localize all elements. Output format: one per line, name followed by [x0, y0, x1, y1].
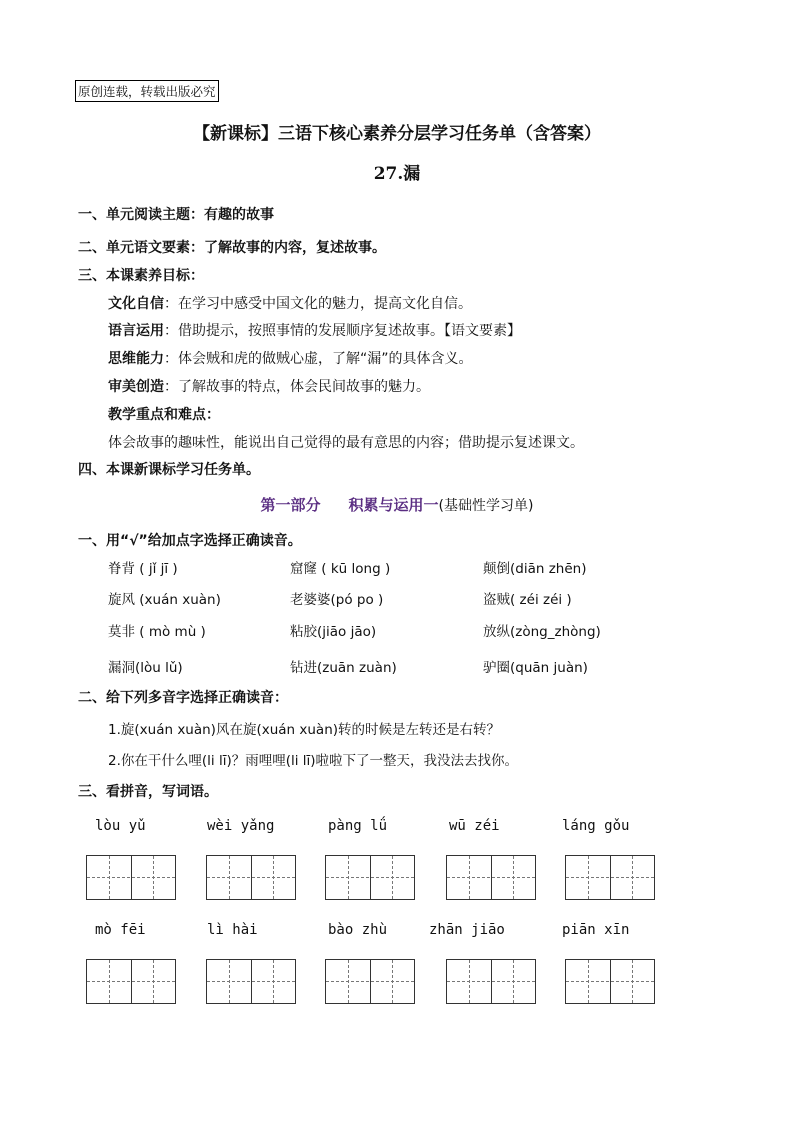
q1-item[interactable]: 漏洞(lòu lǔ): [108, 660, 183, 676]
writing-grid[interactable]: [325, 855, 415, 900]
part-one-header: [0, 494, 794, 515]
section-goals-heading: 三、本课素养目标：: [78, 268, 204, 284]
pinyin-prompt: pàng lǘ: [328, 818, 388, 834]
goal-thinking-ability: 思维能力：体会贼和虎的做贼心虚，了解“漏”的具体含义。: [108, 351, 473, 367]
writing-grid[interactable]: [325, 959, 415, 1004]
key-points-text: 体会故事的趣味性，能说出自己觉得的最有意思的内容；借助提示复述课文。: [108, 435, 584, 451]
q1-item[interactable]: 脊背 ( jǐ jī ): [108, 561, 178, 577]
writing-grid[interactable]: [86, 959, 176, 1004]
writing-grid[interactable]: [206, 855, 296, 900]
pinyin-prompt: wū zéi: [449, 818, 500, 834]
part-number: 第一部分: [260, 496, 321, 514]
goal-language-use: 语言运用：借助提示，按照事情的发展顺序复述故事。【语文要素】: [108, 323, 521, 339]
q1-item[interactable]: 钻进(zuān zuàn): [290, 660, 397, 676]
pinyin-prompt: wèi yǎng: [207, 818, 275, 834]
writing-grid[interactable]: [86, 855, 176, 900]
pinyin-prompt: zhān jiāo: [429, 922, 505, 938]
pinyin-prompt: láng gǒu: [562, 818, 630, 834]
q1-item[interactable]: 盗贼( zéi zéi ): [483, 592, 572, 608]
q1-heading: 一、用“√”给加点字选择正确读音。: [78, 533, 302, 549]
q2-heading: 二、给下列多音字选择正确读音：: [78, 690, 288, 706]
writing-grid[interactable]: [446, 959, 536, 1004]
key-points-label: 教学重点和难点：: [108, 407, 220, 423]
lesson-title: 27.漏: [373, 164, 421, 184]
q2-sentence-1[interactable]: 1.旋(xuán xuàn)风在旋(xuán xuàn)转的时候是左转还是右转？: [108, 722, 501, 738]
pinyin-prompt: lì hài: [207, 922, 258, 938]
q1-item[interactable]: 颠倒(diān zhēn): [483, 561, 587, 577]
q1-item[interactable]: 驴圈(quān juàn): [483, 660, 588, 676]
writing-grid[interactable]: [565, 959, 655, 1004]
part-note: (基础性学习单): [438, 498, 534, 514]
goal-aesthetic-creation: 审美创造：了解故事的特点，体会民间故事的魅力。: [108, 379, 430, 395]
pinyin-prompt: piān xīn: [562, 922, 630, 938]
q1-item[interactable]: 莫非 ( mò mù ): [108, 624, 206, 640]
writing-grid[interactable]: [565, 855, 655, 900]
section-task-sheet: 四、本课新课标学习任务单。: [78, 462, 260, 478]
pinyin-prompt: lòu yǔ: [95, 818, 146, 834]
q1-item[interactable]: 窟窿 ( kū long ): [290, 561, 391, 577]
q2-sentence-2[interactable]: 2.你在干什么哩(li lī)？雨哩哩(li lī)啦啦下了一整天，我没法去找你。: [108, 753, 519, 769]
q1-item[interactable]: 放纵(zòng_zhòng): [483, 624, 601, 640]
document-title: 【新课标】三语下核心素养分层学习任务单（含答案）: [193, 124, 601, 144]
q1-item[interactable]: 老婆婆(pó po ): [290, 592, 384, 608]
writing-grid[interactable]: [446, 855, 536, 900]
pinyin-prompt: mò fēi: [95, 922, 146, 938]
section-language-elements: 二、单元语文要素：了解故事的内容，复述故事。: [78, 240, 386, 256]
q3-heading: 三、看拼音，写词语。: [78, 784, 218, 800]
part-name: 积累与运用一: [348, 496, 439, 514]
section-reading-theme: 一、单元阅读主题：有趣的故事: [78, 207, 274, 223]
copyright-stamp: 原创连载，转载出版必究: [75, 80, 219, 102]
writing-grid[interactable]: [206, 959, 296, 1004]
pinyin-prompt: bào zhù: [328, 922, 388, 938]
q1-item[interactable]: 粘胶(jiāo jāo): [290, 624, 377, 640]
q1-item[interactable]: 旋风 (xuán xuàn): [108, 592, 221, 608]
goal-cultural-confidence: 文化自信：在学习中感受中国文化的魅力，提高文化自信。: [108, 296, 472, 312]
